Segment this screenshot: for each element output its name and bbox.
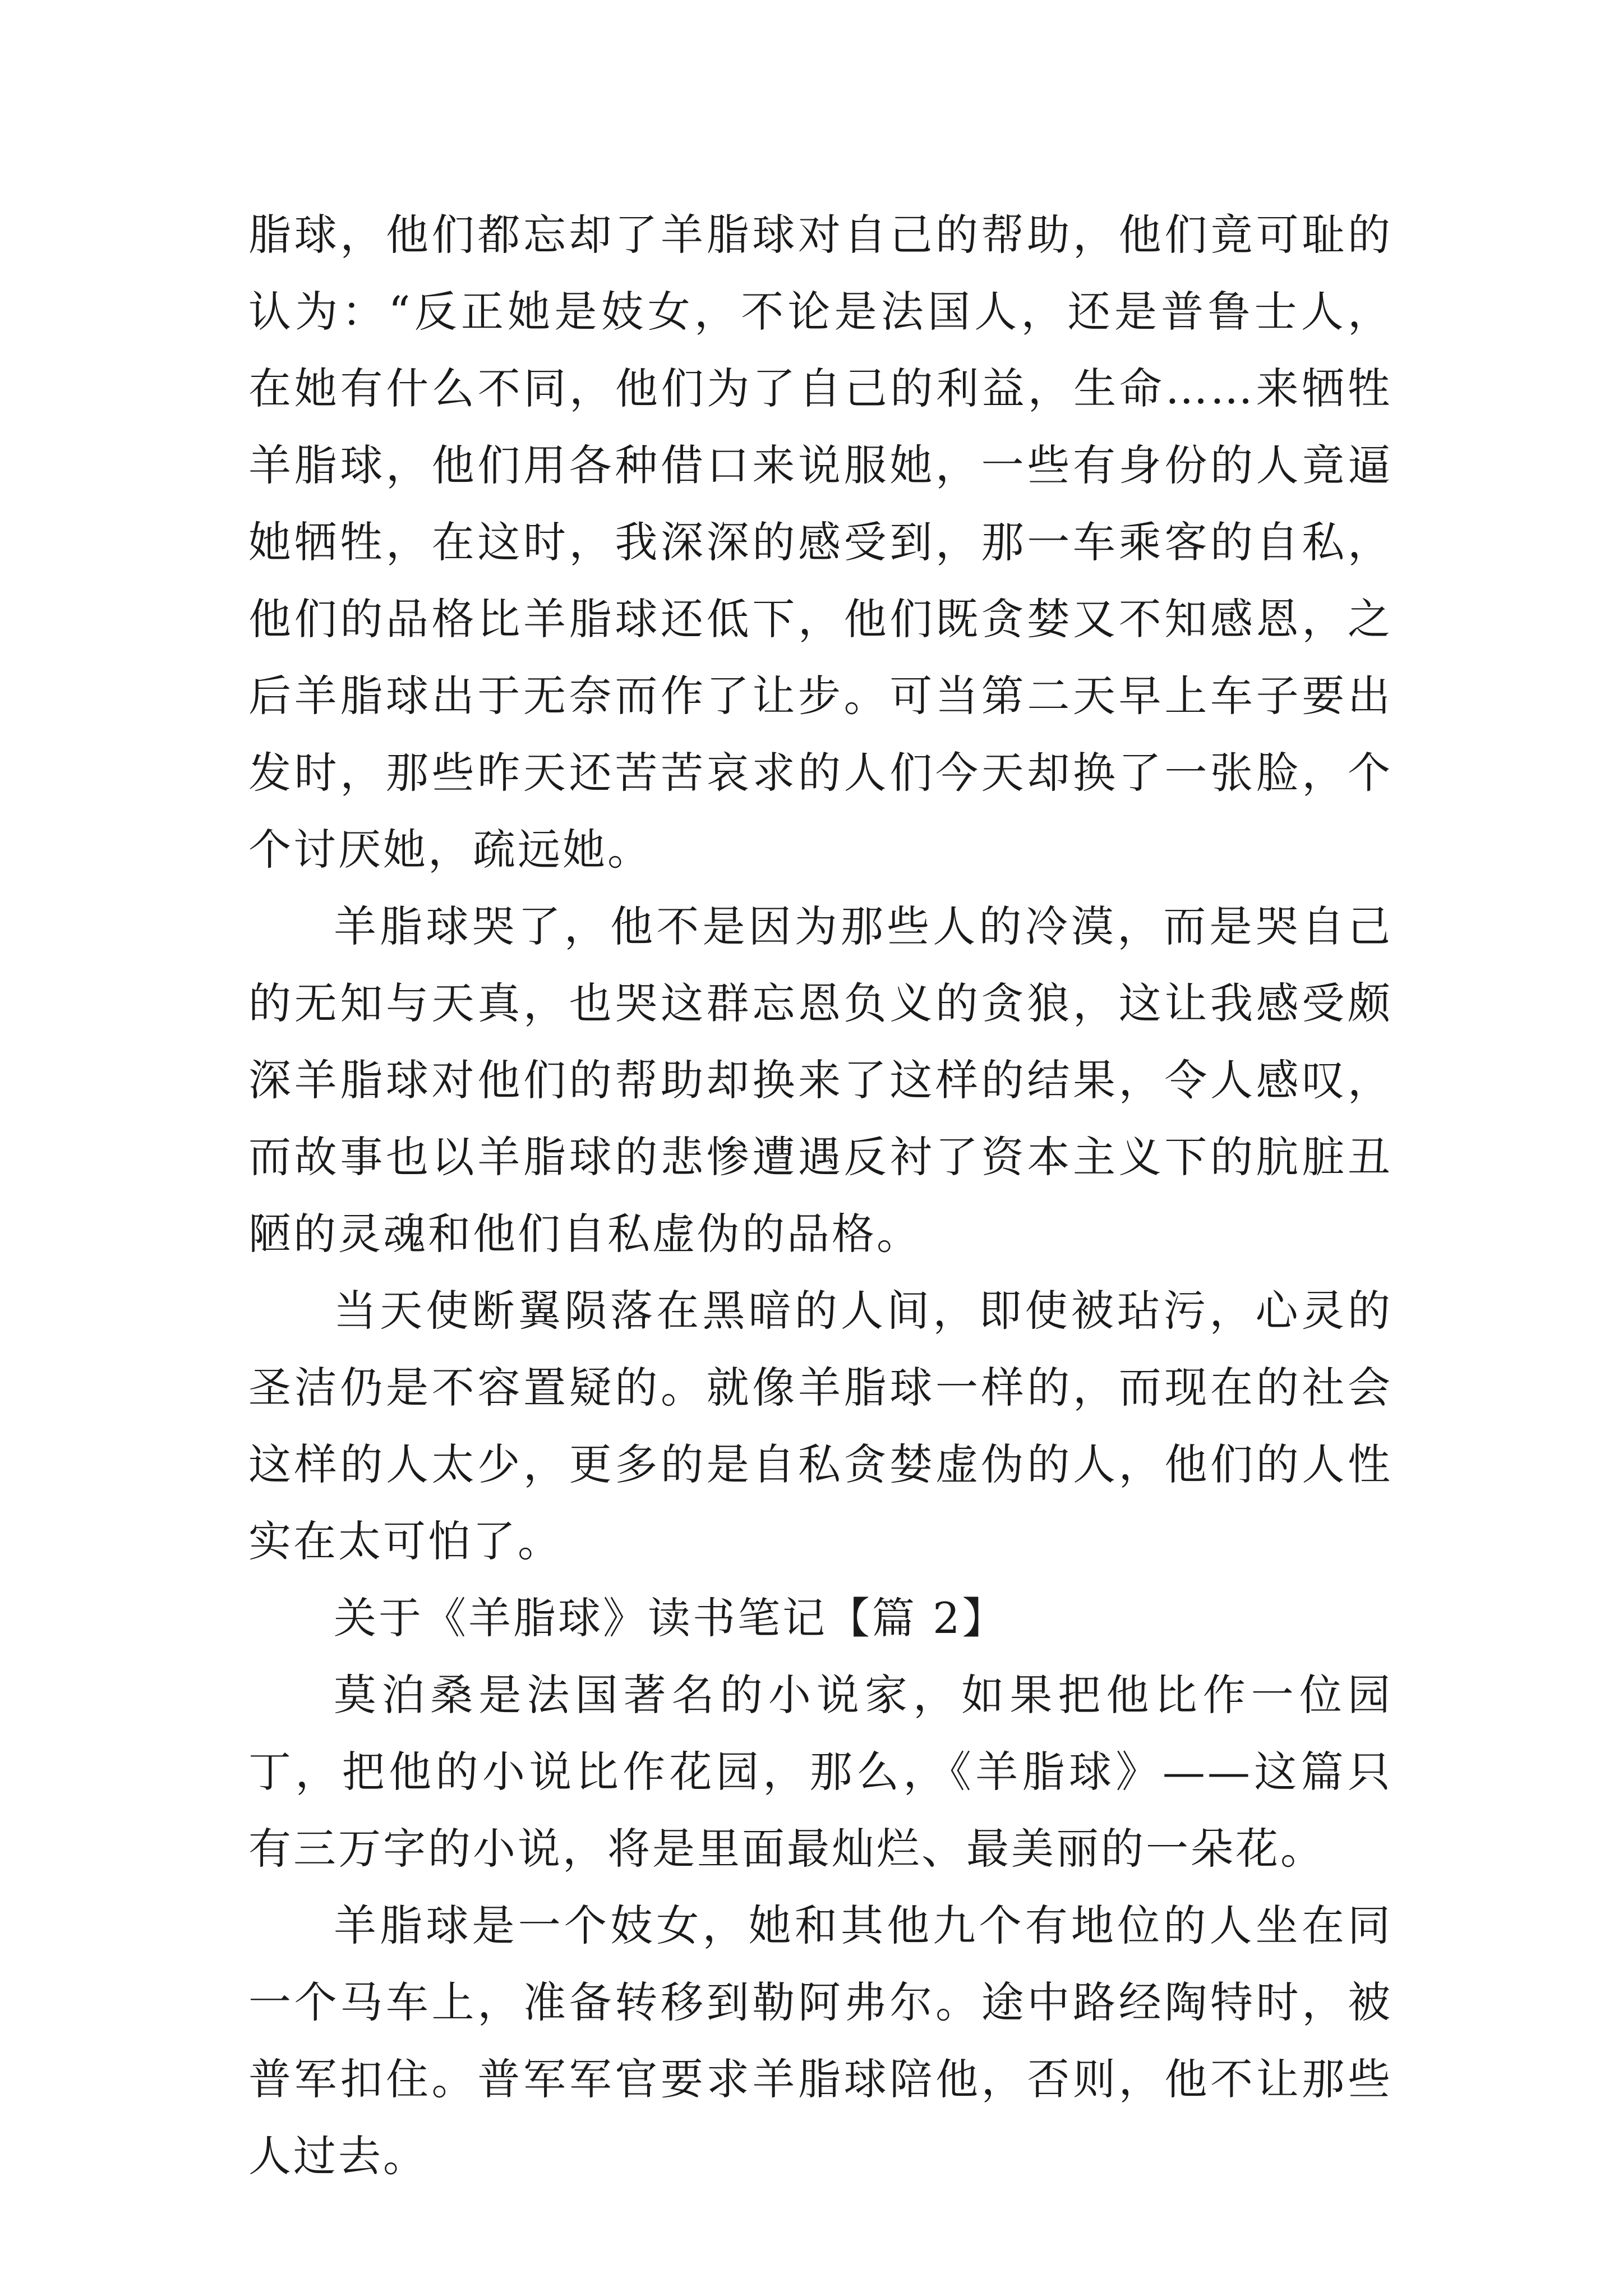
paragraph-1: 脂球，他们都忘却了羊脂球对自己的帮助，他们竟可耻的认为：“反正她是妓女，不论是法国人，还是普鲁士人，在她有什么不同，他们为了自己的利益，生命……来牺牲羊脂球，他们用各种借口来说服她，一些有身份的人竟逼她牺牲，在这时，我深深的感受到，那一车乘客的自私，他们的品格比羊脂球还低下，他们既贪婪又不知感恩，之后羊脂球出于无奈而作了让步。可当第二天早上车子要出发时，那些昨天还苦苦哀求的人们今天却换了一张脸，个个讨厌她，疏远她。 [248,210,1393,875]
section-heading: 关于《羊脂球》读书笔记【篇 2】 [334,1593,1007,1643]
paragraph-3: 当天使断翼陨落在黑暗的人间，即使被玷污，心灵的圣洁仍是不容置疑的。就像羊脂球一样的，而现在的社会这样的人太少，更多的是自私贪婪虚伪的人，他们的人性实在太可怕了。 [248,1286,1393,1566]
paragraph-4: 莫泊桑是法国著名的小说家，如果把他比作一位园丁，把他的小说比作花园，那么，《羊脂球》——这篇只有三万字的小说，将是里面最灿烂、最美丽的一朵花。 [248,1670,1393,1874]
body-text [248,196,1393,2194]
paragraph-2: 羊脂球哭了，他不是因为那些人的冷漠，而是哭自己的无知与天真，也哭这群忘恩负义的贪狼，这让我感受颇深羊脂球对他们的帮助却换来了这样的结果，令人感叹，而故事也以羊脂球的悲惨遭遇反衬了资本主义下的肮脏丑陋的灵魂和他们自私虚伪的品格。 [248,901,1393,1259]
paragraph-5: 羊脂球是一个妓女，她和其他九个有地位的人坐在同一个马车上，准备转移到勒阿弗尔。途中路经陶特时，被普军扣住。普军军官要求羊脂球陪他，否则，他不让那些人过去。 [248,1901,1393,2181]
